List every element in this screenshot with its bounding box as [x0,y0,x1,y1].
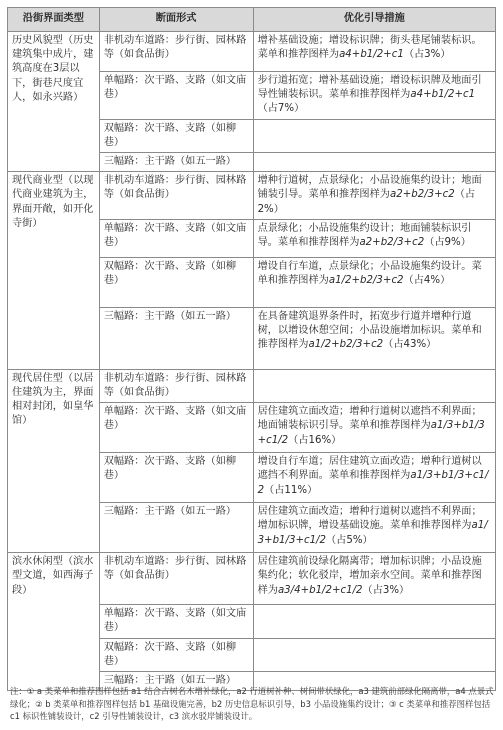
section-form-cell: 非机动车道路：步行街、园林路等（如食品街） [99,553,253,605]
measures-cell [253,257,495,307]
measures-cell [253,503,495,553]
share-percentage: （占9%） [424,237,471,249]
measure-text: 居住建筑立面改造；增种行道树以遮挡不利界面；增加标识牌，增设基础设施。菜单和推荐图样为 [257,506,482,532]
header-measures: 优化引导措施 [253,8,495,32]
recommended-formula: a1/3+b1/3+c1/2 [257,420,485,446]
interface-type-cell: 现代居住型（以居住建筑为主，界面相对封闭，如皇华馆） [8,369,100,552]
section-form-cell: 单幅路：次干路、支路（如文庙巷） [99,403,253,453]
section-form-cell: 双幅路：次干路、支路（如柳巷） [99,453,253,503]
street-interface-table [7,7,496,691]
measure-text: 增种行道树，点景绿化；小品设施集约设计；地面铺装引导。菜单和推荐图样为 [257,175,482,201]
table-row [8,32,496,72]
measures-cell [253,605,495,638]
section-form-cell: 单幅路：次干路、支路（如文庙巷） [99,72,253,120]
recommended-formula: a1/3+b1/3+c1/2 [257,520,488,546]
share-percentage: （占3%） [403,49,451,61]
share-percentage: （占3%） [362,584,410,596]
share-percentage: （占11%） [264,484,318,496]
section-form-cell: 单幅路：次干路、支路（如文庙巷） [99,219,253,257]
table-body [8,32,496,691]
table-row [8,369,496,402]
measure-text: 增设自行车道，点景绿化；小品设施集约设计。菜单和推荐图样为 [257,260,482,287]
share-percentage: （占7%） [257,103,305,115]
measures-cell [253,172,495,220]
section-form-cell: 三幅路：主干路（如五一路） [99,503,253,553]
measure-text: 点景绿化；小品设施集约设计；地面铺装标识引导。菜单和推荐图样为 [257,222,472,249]
share-percentage: （占4%） [403,275,451,287]
section-form-cell: 三幅路：主干路（如五一路） [99,672,253,691]
measures-cell [253,219,495,257]
share-percentage: （占16%） [288,434,342,446]
recommended-formula: a2+b2/3+c2 [390,189,455,201]
section-form-cell: 单幅路：次干路、支路（如文庙巷） [99,605,253,638]
section-form-cell: 三幅路：主干路（如五一路） [99,307,253,369]
measure-text: 居住建筑前设绿化隔离带；增加标识牌；小品设施集约化；软化驳岸，增加亲水空间。菜单和推荐图样为 [257,556,482,596]
measures-cell [253,307,495,369]
measure-text: 在具备建筑退界条件时，拓宽步行道并增种行道树，以增设休憩空间；小品设施增加标识。菜单和推荐图样为 [257,310,482,351]
share-percentage: （占2%） [257,189,476,215]
measures-cell [253,369,495,402]
measures-cell [253,153,495,172]
section-form-cell: 非机动车道路：步行街、园林路等（如食品街） [99,32,253,72]
header-section-form: 断面形式 [99,8,253,32]
table-header-row [8,8,496,32]
interface-type-cell: 现代商业型（以现代商业建筑为主，界面开敞，如开化寺街） [8,172,100,370]
section-form-cell: 三幅路：主干路（如五一路） [99,153,253,172]
measure-text: 增设自行车道；居住建筑立面改造；增种行道树以遮挡不利界面。菜单和推荐图样为 [257,456,482,482]
recommended-formula: a4+b1/2+c1 [339,49,404,61]
measure-text: 步行道拓宽；增补基础设施；增设标识牌及地面引导性铺装标识。菜单和推荐图样为 [257,75,482,101]
header-interface-type: 沿街界面类型 [8,8,100,32]
measures-cell [253,32,495,72]
recommended-formula: a1/3+b1/3+c1/2 [257,470,489,496]
table-row [8,172,496,220]
measures-cell [253,553,495,605]
share-percentage: （占5%） [325,534,373,546]
measures-cell [253,72,495,120]
table-footnote: 注：① a 类菜单和推荐图样包括 a1 结合古树名木增补绿化，a2 行道树补种、树间带状绿化，a3 建筑前部绿化隔离带，a4 点景式绿化；② b 类菜单和推荐图样包括 b1 基础设施完善，b2 历史信息标识引导，b3 小品设施集约设计；③ c 类菜单和推荐图样包括 c1 标识性铺装设计，c2 引导性铺装设计，c3 滨水驳岸铺装设计。 [10,686,494,722]
recommended-formula: a1/2+b2/3+c2 [308,339,384,351]
recommended-formula: a4+b1/2+c1 [410,89,476,101]
section-form-cell: 双幅路：次干路、支路（如柳巷） [99,638,253,671]
measures-cell [253,403,495,453]
interface-type-cell: 滨水休闲型（滨水型文道，如西海子段） [8,553,100,691]
measure-text: 增补基础设施；增设标识牌；街头巷尾铺装标识。菜单和推荐图样为 [257,35,482,61]
measures-cell [253,119,495,152]
measures-cell [253,638,495,671]
measure-text: 居住建筑立面改造；增种行道树以遮挡不利界面；地面铺装标识引导。菜单和推荐图样为 [257,406,482,432]
recommended-formula: a1/2+b2/3+c2 [328,275,404,287]
share-percentage: （占43%） [383,339,437,351]
section-form-cell: 双幅路：次干路、支路（如柳巷） [99,257,253,307]
interface-type-cell: 历史风貌型（历史建筑集中成片，建筑高度在3层以下，街巷尺度宜人，如永兴路） [8,32,100,172]
recommended-formula: a3/4+b1/2+c1/2 [277,584,363,596]
measures-cell [253,453,495,503]
section-form-cell: 双幅路：次干路、支路（如柳巷） [99,119,253,152]
table-row [8,553,496,605]
section-form-cell: 非机动车道路：步行街、园林路等（如食品街） [99,172,253,220]
recommended-formula: a2+b2/3+c2 [359,237,425,249]
section-form-cell: 非机动车道路：步行街、园林路等（如食品街） [99,369,253,402]
